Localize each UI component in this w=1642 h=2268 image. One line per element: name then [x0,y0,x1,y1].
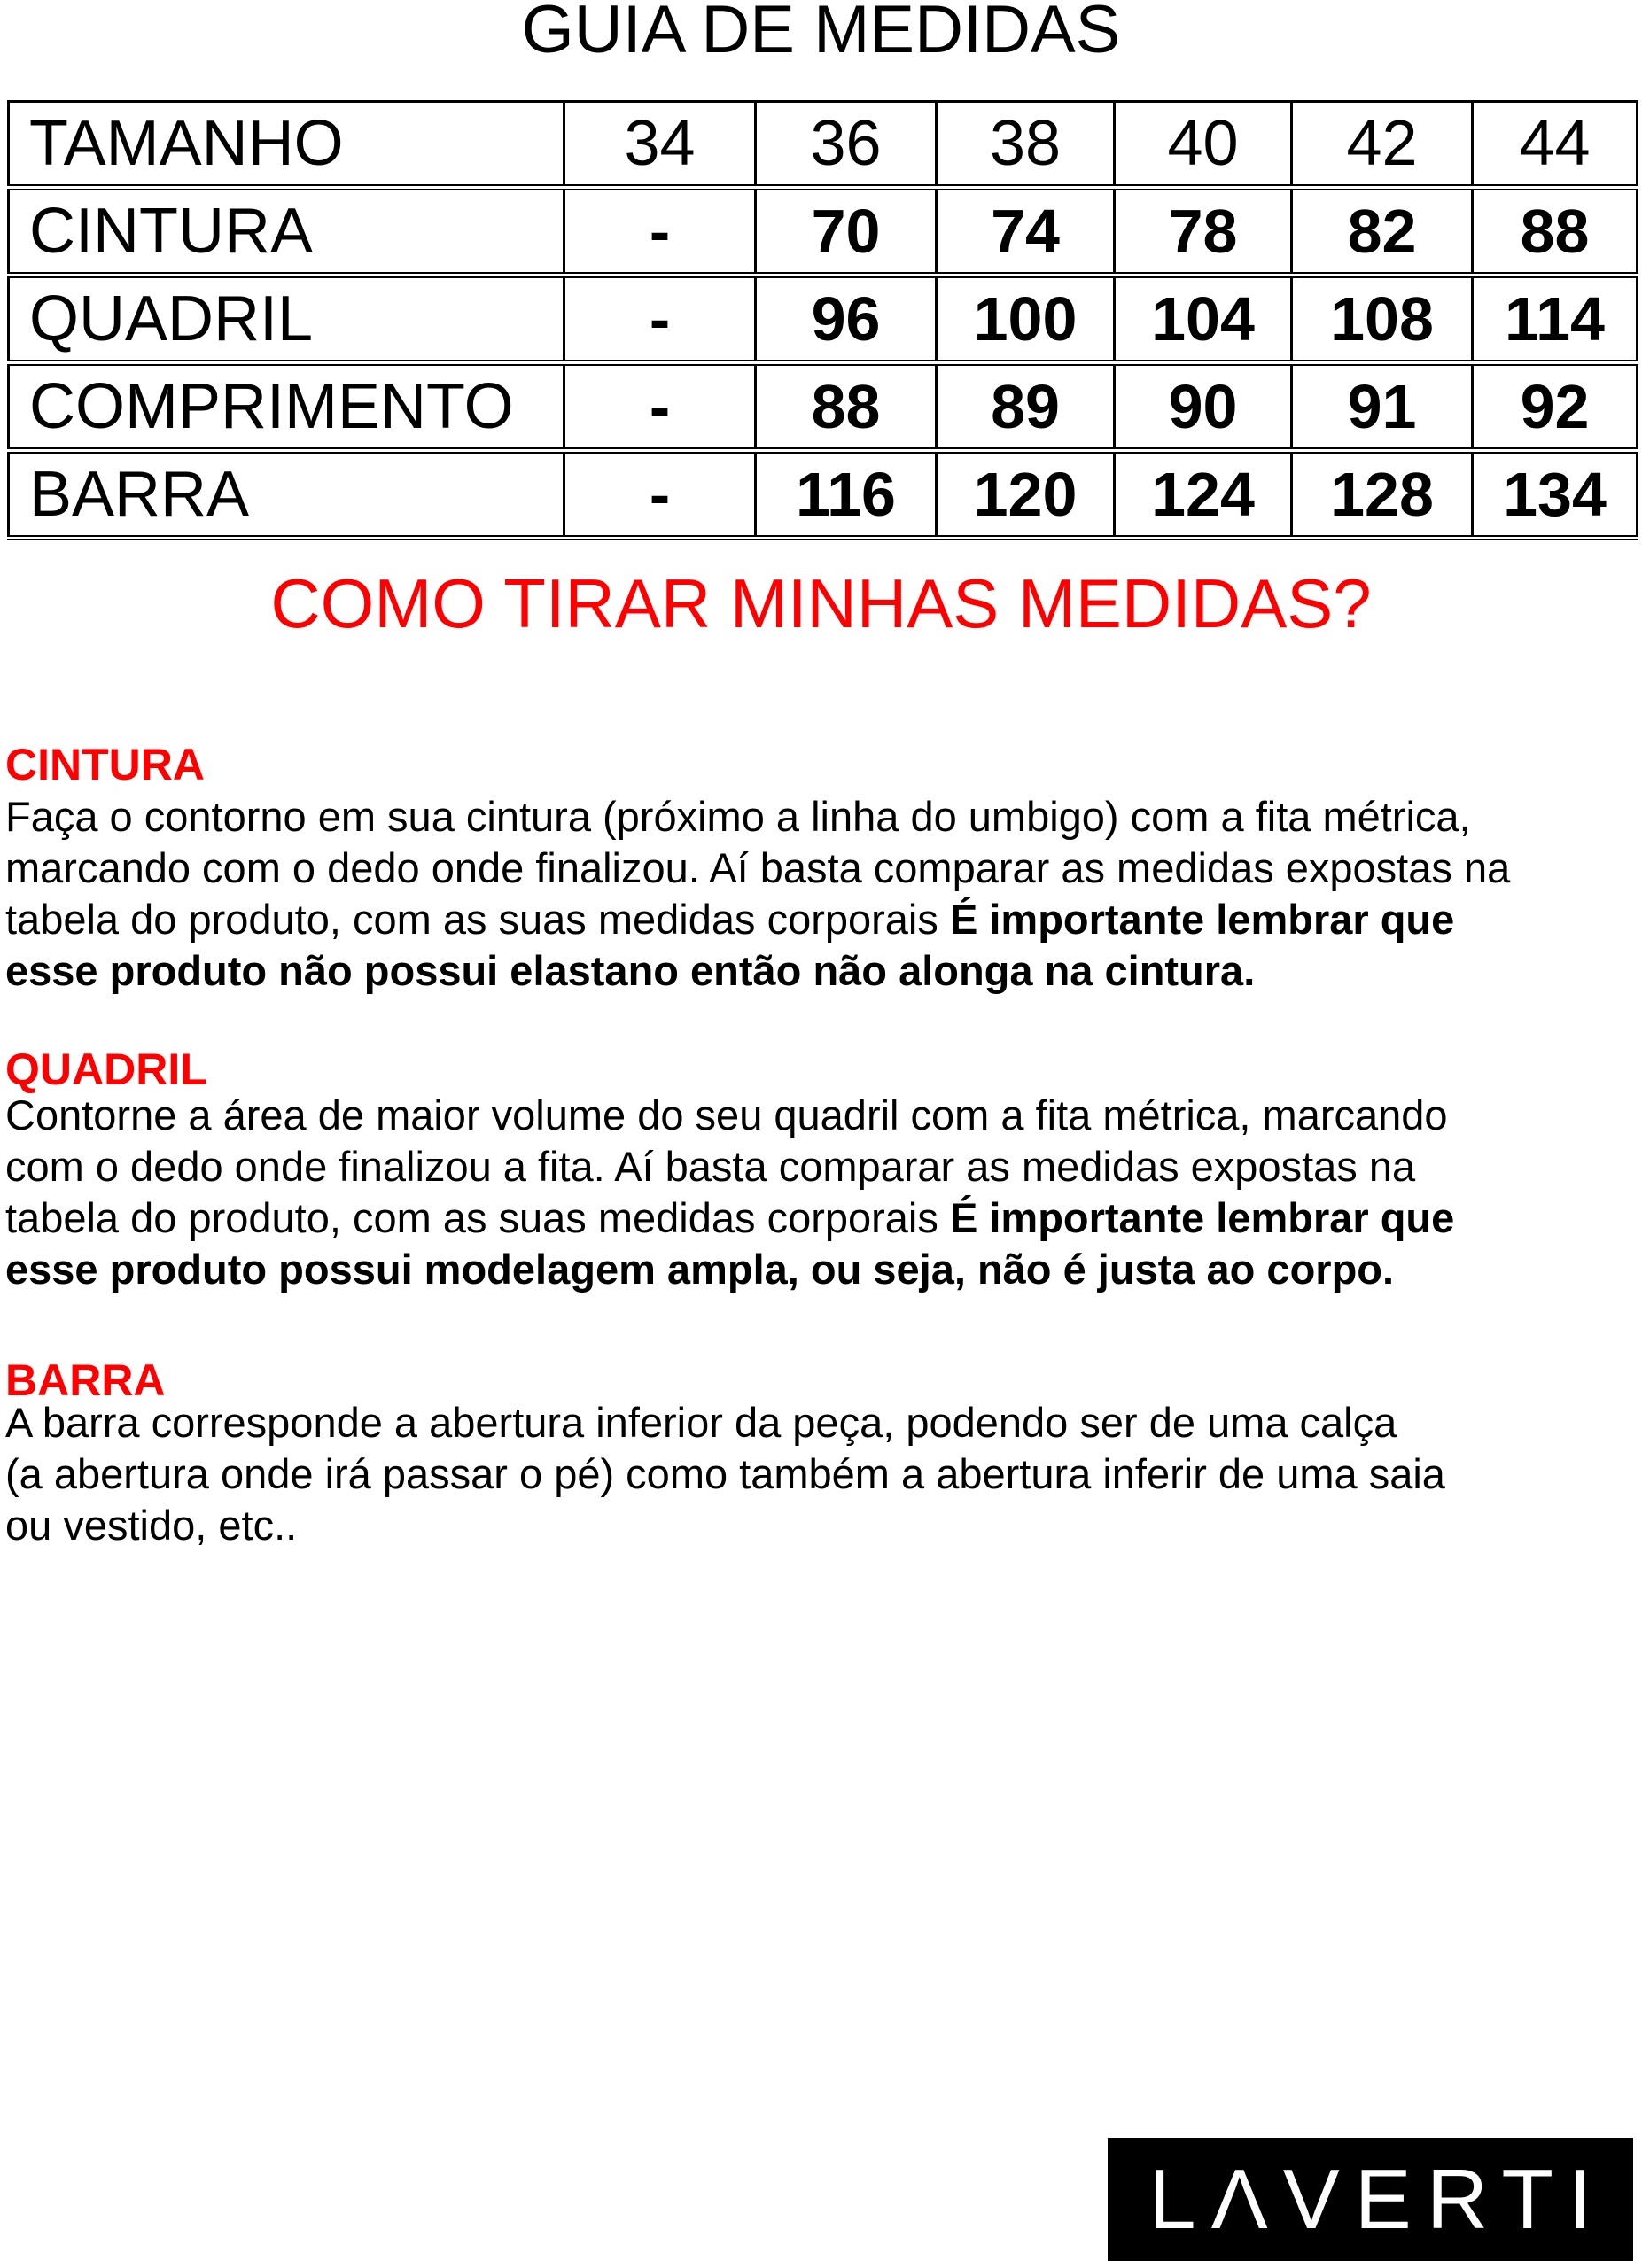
measure-value-cell: 108 [1292,276,1473,363]
paragraph-line [5,1192,1642,1244]
size-header-cell: 38 [937,102,1115,188]
table-row-quadril [9,276,1638,363]
row-label-cell: BARRA [9,451,564,539]
section-paragraph-barra [5,1397,1642,1551]
line-text: Faça o contorno em sua cintura (próximo a linha do umbigo) com a fita métrica, [5,793,1471,840]
measure-value-cell: 91 [1292,363,1473,451]
measure-value-cell: 114 [1473,276,1638,363]
paragraph-line [5,894,1642,945]
size-table-container [7,100,1636,540]
bold-emphasis: esse produto possui modelagem ampla, ou seja, não é justa ao corpo. [5,1246,1395,1293]
measure-value-cell: - [564,276,756,363]
paragraph-line [5,1500,1642,1551]
line-text: ou vestido, etc.. [5,1502,298,1549]
section-paragraph-cintura [5,791,1642,997]
measure-value-cell: 134 [1473,451,1638,539]
size-header-cell: 42 [1292,102,1473,188]
measure-value-cell: 116 [756,451,937,539]
line-text: marcando com o dedo onde finalizou. Aí basta comparar as medidas expostas na [5,844,1511,891]
measure-value-cell: 90 [1115,363,1292,451]
line-text: Contorne a área de maior volume do seu quadril com a fita métrica, marcando [5,1091,1448,1138]
measure-value-cell: 96 [756,276,937,363]
measure-value-cell: 78 [1115,188,1292,276]
measure-value-cell: 92 [1473,363,1638,451]
paragraph-line [5,1244,1642,1295]
paragraph-line [5,1397,1642,1449]
measure-value-cell: 82 [1292,188,1473,276]
header-label-cell: TAMANHO [9,102,564,188]
measure-value-cell: - [564,188,756,276]
section-label-quadril: QUADRIL [5,1045,207,1094]
table-row-barra [9,451,1638,539]
measure-value-cell: - [564,363,756,451]
section-label-barra: BARRA [5,1355,166,1405]
paragraph-line [5,843,1642,894]
line-text: tabela do produto, com as suas medidas corporais [5,896,950,943]
row-label-cell: COMPRIMENTO [9,363,564,451]
measure-value-cell: 124 [1115,451,1292,539]
size-header-cell: 36 [756,102,937,188]
size-header-cell: 40 [1115,102,1292,188]
line-text: tabela do produto, com as suas medidas corporais [5,1194,950,1241]
paragraph-line [5,1449,1642,1500]
bold-emphasis: esse produto não possui elastano então não alonga na cintura. [5,947,1256,994]
row-label-cell: CINTURA [9,188,564,276]
line-text: (a abertura onde irá passar o pé) como também a abertura inferir de uma saia [5,1450,1445,1497]
size-table [7,100,1638,540]
paragraph-line [5,791,1642,843]
measure-value-cell: 120 [937,451,1115,539]
brand-logo [1108,2138,1633,2261]
page-title: GUIA DE MEDIDAS [521,0,1121,67]
measure-value-cell: - [564,451,756,539]
measure-value-cell: 89 [937,363,1115,451]
size-table-header-row [9,102,1638,188]
measure-value-cell: 70 [756,188,937,276]
section-label-cintura: CINTURA [5,740,205,789]
paragraph-line [5,1141,1642,1192]
measure-value-cell: 88 [756,363,937,451]
measure-value-cell: 128 [1292,451,1473,539]
table-row-cintura [9,188,1638,276]
size-header-cell: 34 [564,102,756,188]
line-text: com o dedo onde finalizou a fita. Aí basta comparar as medidas expostas na [5,1143,1416,1190]
paragraph-line [5,1090,1642,1141]
measure-value-cell: 100 [937,276,1115,363]
logo-wordmark: LΛVERTI [1148,2151,1607,2247]
row-label-cell: QUADRIL [9,276,564,363]
measure-value-cell: 74 [937,188,1115,276]
measure-value-cell: 88 [1473,188,1638,276]
line-text: A barra corresponde a abertura inferior da peça, podendo ser de uma calça [5,1399,1397,1446]
paragraph-line [5,945,1642,997]
table-row-comprimento [9,363,1638,451]
measure-value-cell: 104 [1115,276,1292,363]
question-heading: COMO TIRAR MINHAS MEDIDAS? [270,564,1372,642]
size-header-cell: 44 [1473,102,1638,188]
bold-emphasis: É importante lembrar que [949,896,1455,943]
section-paragraph-quadril [5,1090,1642,1295]
bold-emphasis: É importante lembrar que [949,1194,1455,1241]
